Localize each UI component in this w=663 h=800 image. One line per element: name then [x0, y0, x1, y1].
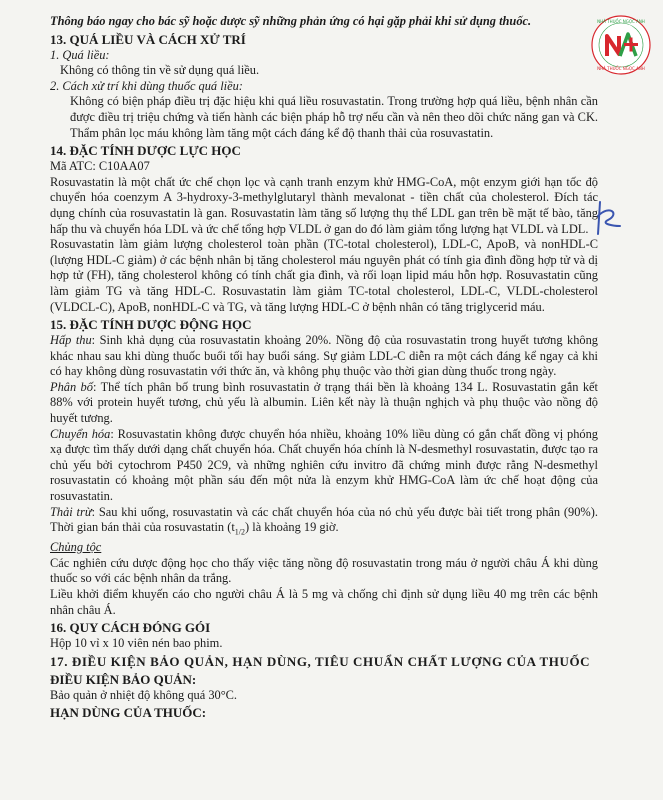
- half-life-subscript: 1/2: [234, 527, 246, 537]
- excretion-label: Thải trừ: [50, 504, 92, 519]
- svg-text:NHÀ THUỐC NGỌC ANH: NHÀ THUỐC NGỌC ANH: [597, 19, 645, 24]
- excretion-text-a: : Sau khi uống, rosuvastatin và các chất chuyển hóa của nó chủ yếu được bài tiết trong phân (90%). Thời gian bán thải của rosuvastatin (t: [50, 504, 598, 535]
- section-17-title: 17. ĐIỀU KIỆN BẢO QUẢN, HẠN DÙNG, TIÊU CHUẨN CHẤT LƯỢNG CỦA THUỐC: [50, 653, 591, 669]
- atc-code: Mã ATC: C10AA07: [50, 159, 150, 174]
- pharmacodynamics-paragraph-2: Rosuvastatin làm giảm lượng cholesterol toàn phần (TC-total cholesterol), LDL-C, ApoB, và nonHDL-C (lượng HDL-C giảm) ở các bệnh nhân bị tăng cholesterol máu nguyên phát có tính gia đình đồng hợp tử và dị hợp tử (FH), tăng cholesterol không có tính chất gia đình, và rối loạn lipid máu hỗn hợp. Rosuvastatin cũng làm giảm TG và tăng HDL-C. Rosuvastatin làm giảm TC-total cholesterol, LDL-C, VLDL-cholesterol (VLDCL-C), ApoB, nonHDL-C và TG, và tăng lượng HDL-C ở bệnh nhân có tăng triglycerid máu.: [50, 237, 598, 314]
- race-paragraph-2: Liều khởi điểm khuyến cáo cho người châu Á là 5 mg và chống chỉ định sử dụng liều 40 mg trên các bệnh nhân châu Á.: [50, 587, 598, 617]
- packaging-text: Hộp 10 vỉ x 10 viên nén bao phim.: [50, 636, 223, 651]
- overdose-treatment-subheading: 2. Cách xử trí khi dùng thuốc quá liều:: [50, 78, 243, 93]
- document-page: [50, 14, 598, 721]
- distribution-paragraph: [50, 380, 598, 427]
- section-15-title: 15. ĐẶC TÍNH DƯỢC ĐỘNG HỌC: [50, 317, 252, 333]
- metabolism-paragraph: [50, 427, 598, 505]
- race-subheading: Chủng tộc: [50, 540, 102, 555]
- svg-text:NHÀ THUỐC NGỌC ANH: NHÀ THUỐC NGỌC ANH: [597, 66, 645, 71]
- section-16-title: 16. QUY CÁCH ĐÓNG GÓI: [50, 620, 211, 636]
- metabolism-label: Chuyển hóa: [50, 426, 111, 441]
- distribution-label: Phân bố: [50, 379, 93, 394]
- adverse-report-note: Thông báo ngay cho bác sỹ hoặc dược sỹ những phản ứng có hại gặp phải khi sử dụng thuốc.: [50, 14, 532, 28]
- overdose-text: Không có thông tin về sử dụng quá liều.: [60, 63, 260, 78]
- storage-text: Bảo quản ở nhiệt độ không quá 30°C.: [50, 687, 238, 702]
- absorption-label: Hấp thu: [50, 333, 92, 348]
- pharmacy-logo: [590, 14, 652, 76]
- absorption-text: : Sinh khả dụng của rosuvastatin khoảng 20%. Nồng độ của rosuvastatin trong huyết tương không khác nhau sau khi dùng thuốc buổi tối hay buổi sáng. Sự giảm LDL-C diễn ra một cách đáng kể ngay cả khi có hay không dùng rosuvastatin với thức ăn, và không phụ thuộc vào thời gian dùng thuốc trong ngày.: [50, 333, 598, 379]
- section-13-title: 13. QUÁ LIỀU VÀ CÁCH XỬ TRÍ: [50, 31, 246, 47]
- excretion-text-b: ) là khoảng 19 giờ.: [245, 520, 339, 535]
- overdose-subheading: 1. Quá liều:: [50, 47, 110, 62]
- expiry-heading: HẠN DÙNG CỦA THUỐC:: [50, 705, 207, 721]
- section-14-title: 14. ĐẶC TÍNH DƯỢC LỰC HỌC: [50, 143, 241, 159]
- absorption-paragraph: [50, 333, 598, 380]
- storage-heading: ĐIỀU KIỆN BẢO QUẢN:: [50, 671, 197, 687]
- metabolism-text: : Rosuvastatin không được chuyển hóa nhiều, khoảng 10% liều dùng có gắn chất đồng vị phóng xạ được tìm thấy dưới dạng chất chuyển hóa. Chất chuyển hóa chính là N-desmethyl rosuvastatin, được tạo ra chủ yếu bởi cytochrom P450 2C9, và những nghiên cứu invitro đã chứng minh được rằng N-desmethyl rosuvastatin có khoảng một phần sáu đến một nửa là enzym khử HMG-CoA làm ức chế hoạt động của rosuvastatin.: [50, 426, 598, 504]
- overdose-treatment-text: Không có biện pháp điều trị đặc hiệu khi quá liều rosuvastatin. Trong trường hợp quá liều, bệnh nhân cần được điều trị triệu chứng và tiến hành các biện pháp hỗ trợ nếu cần và nên theo dõi chức năng gan và CK. Thẩm phân lọc máu không làm tăng một cách đáng kể độ thanh thải của rosuvastatin.: [70, 94, 598, 140]
- pharmacodynamics-paragraph-1: Rosuvastatin là một chất ức chế chọn lọc và cạnh tranh enzym khử HMG-CoA, một enzym giới hạn tốc độ chuyển hóa coenzym A 3-hydroxy-3-methylglutaryl thành mevalonat - tiền chất của cholesterol. Đích tác dụng chính của rosuvastatin là gan. Rosuvastatin làm tăng số lượng thụ thể LDL gan trên bề mặt tế bào, tăng hấp thu và chuyển hóa LDL và ức chế tổng hợp VLDL ở gan do đó làm giảm tổng lượng hạt VLDL và LDL.: [50, 174, 598, 236]
- race-paragraph-1: Các nghiên cứu dược động học cho thấy việc tăng nồng độ rosuvastatin trong máu ở người châu Á khi dùng thuốc so với các bệnh nhân da trắng.: [50, 555, 598, 586]
- distribution-text: : Thể tích phân bố trung bình rosuvastatin ở trạng thái bền là khoảng 134 L. Rosuvastatin gắn kết 88% với protein huyết tương, chủ yếu là albumin. Liên kết này là thuận nghịch và phụ thuộc vào nồng độ huyết tương.: [50, 379, 598, 426]
- excretion-paragraph: [50, 505, 598, 541]
